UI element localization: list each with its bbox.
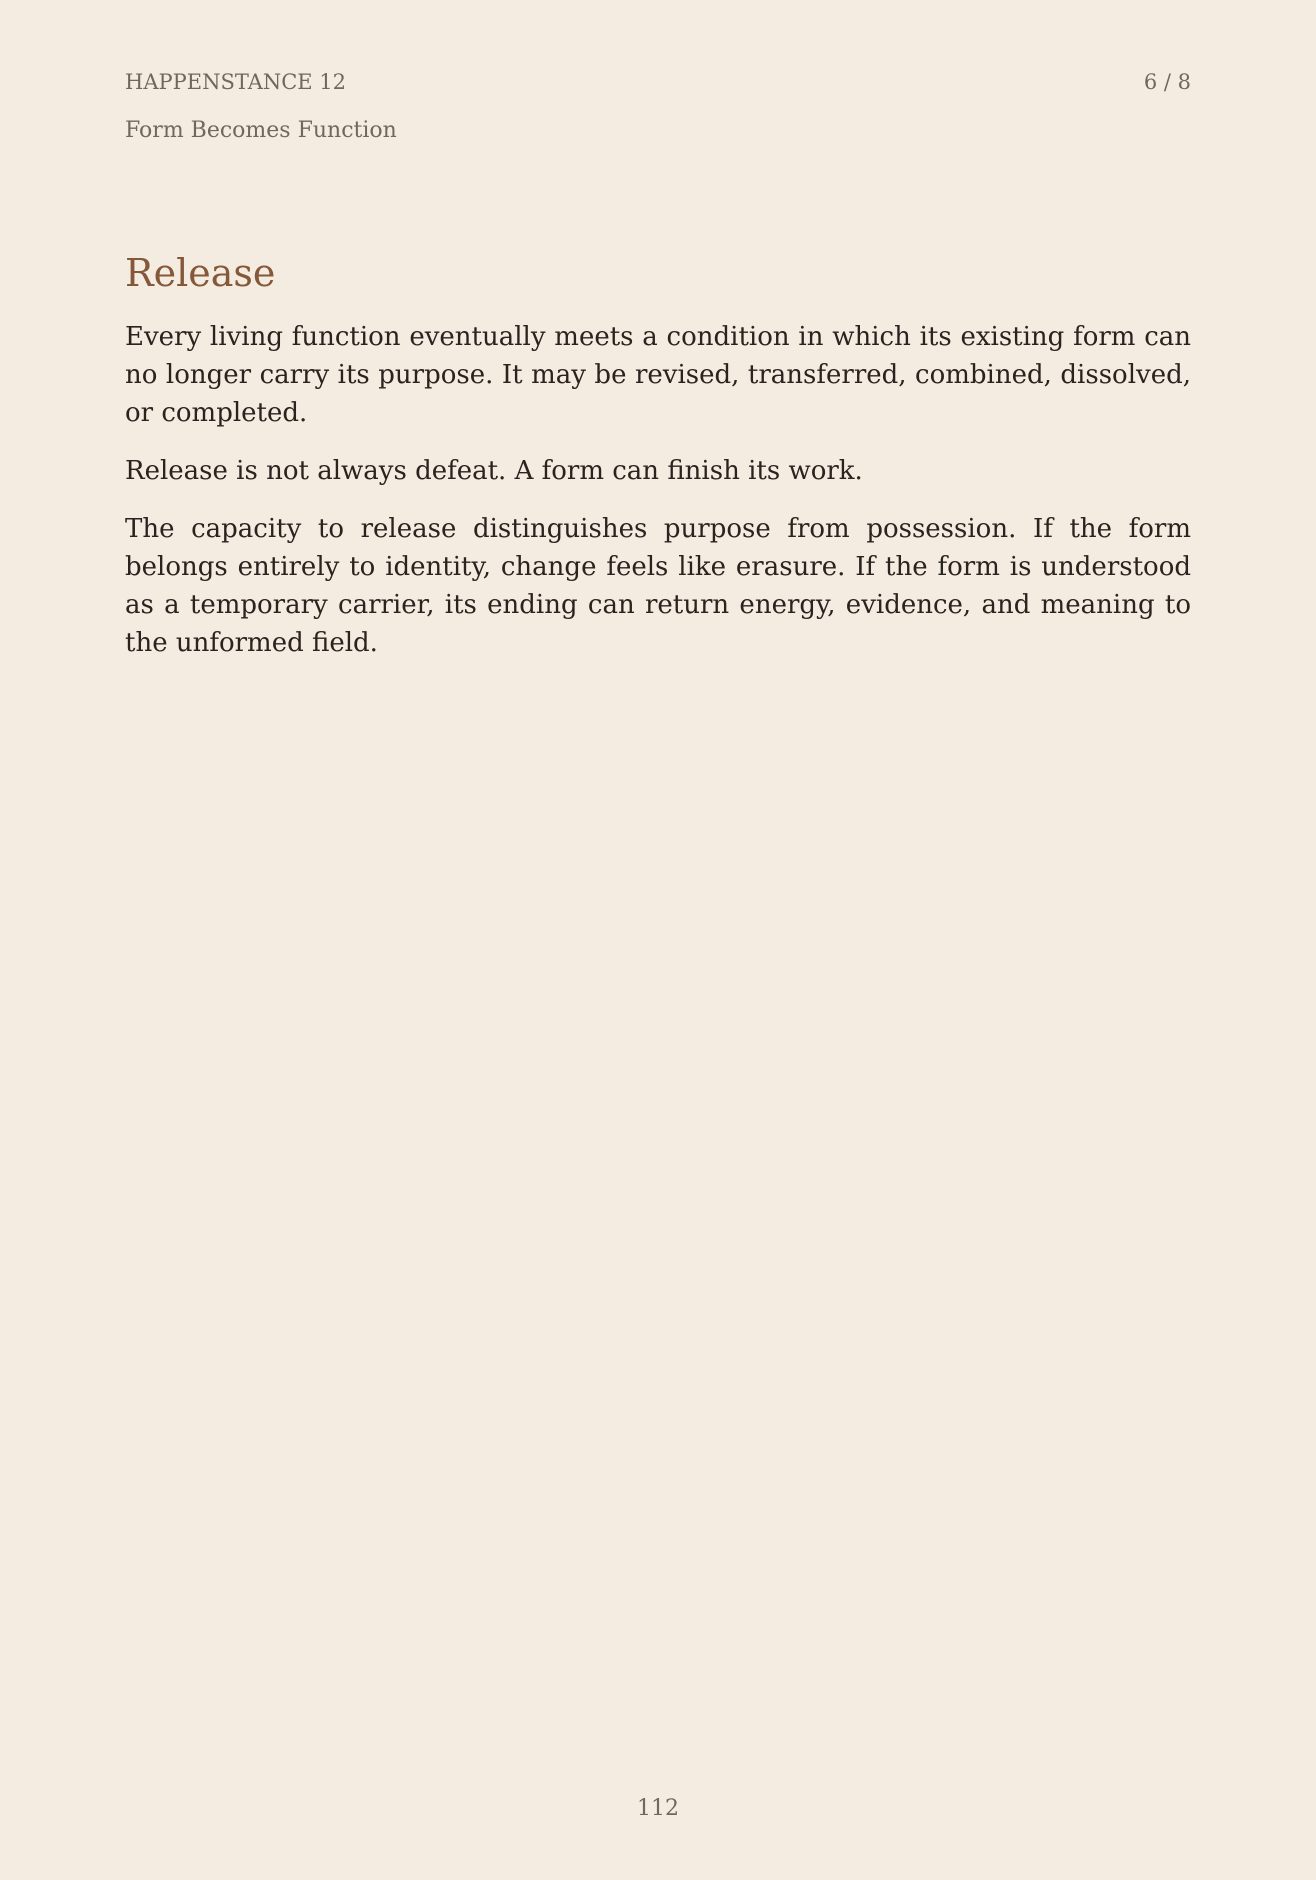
page-number: 112: [637, 1796, 679, 1821]
paragraph-1: Every living function eventually meets a condition in which its existing form can no longer carry its purpose. It may be revised, transferred, combined, dissolved, or completed.: [125, 322, 1191, 428]
section-progress: 6 / 8: [1143, 70, 1191, 94]
paragraph-3: The capacity to release distinguishes purpose from possession. If the form belongs entirely to identity, change feels like erasure. If the form is understood as a temporary carrier, its ending can return energy, evidence, and meaning to the unformed field.: [125, 514, 1191, 658]
paragraph-2: Release is not always defeat. A form can finish its work.: [125, 456, 863, 486]
chapter-title: Form Becomes Function: [125, 118, 397, 143]
book-title: HAPPENSTANCE 12: [125, 70, 347, 94]
running-header: [125, 68, 1191, 96]
section-heading: Release: [125, 251, 276, 295]
section-content: [125, 250, 1191, 682]
